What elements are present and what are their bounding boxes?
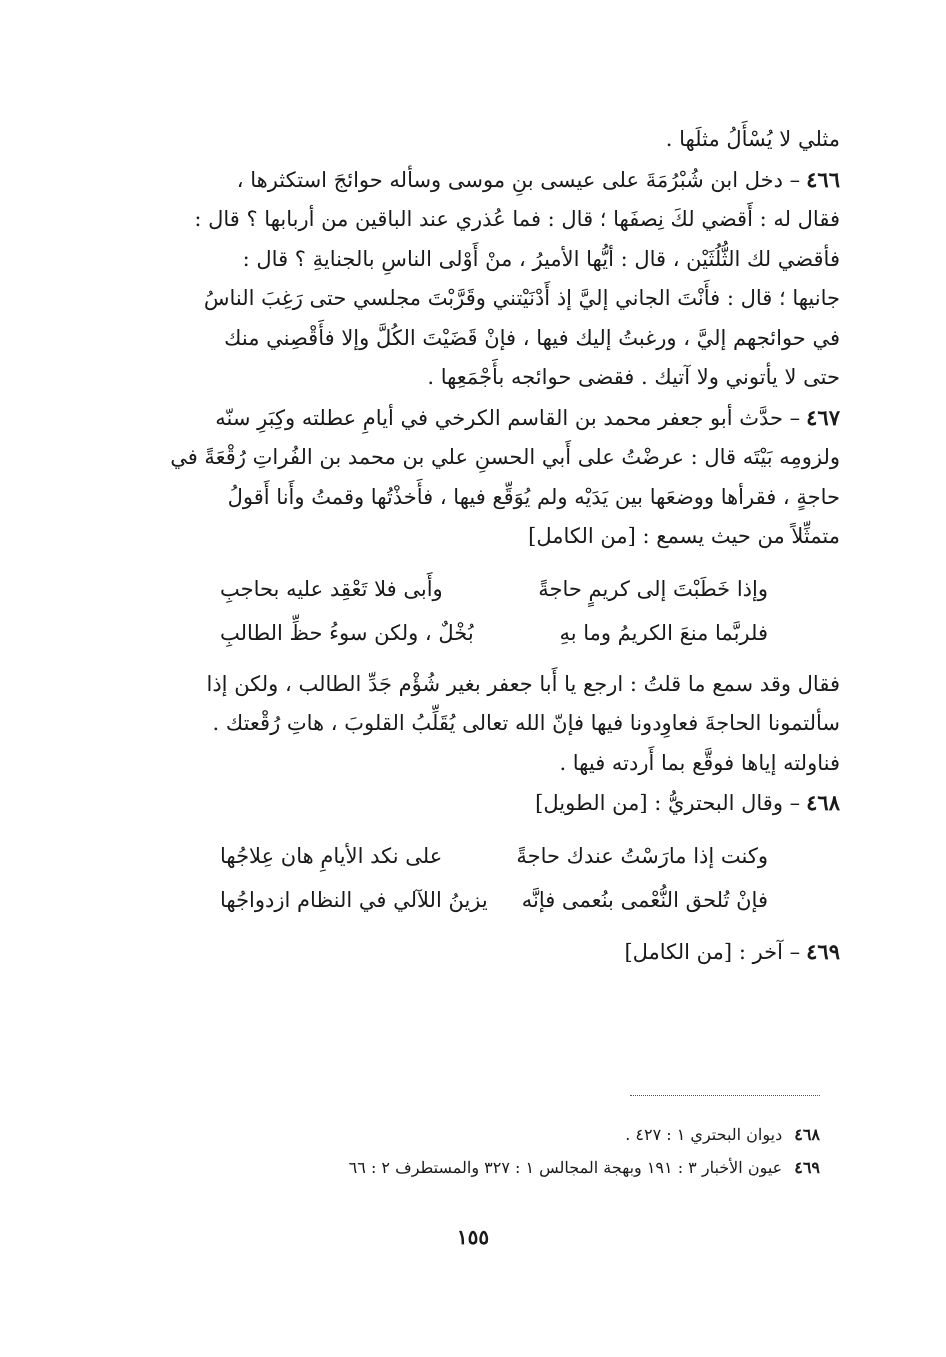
footnote-number: ٤٦٩ <box>794 1158 820 1177</box>
verse-second-hemistich: بُخْلٌ ، ولكن سوءُ حظِّ الطالبِ <box>220 620 474 645</box>
footnote-number: ٤٦٨ <box>794 1125 820 1144</box>
footnote-text: عيون الأخبار ٣ : ١٩١ وبهجة المجالس ١ : ٣٢٧ والمستطرف ٢ : ٦٦ <box>348 1158 783 1177</box>
verse-first-hemistich: فإنْ تُلحق النُّعْمى بنُعمى فإنَّه <box>521 887 768 912</box>
verse-first-hemistich: فلربَّما منعَ الكريمُ وما بهِ <box>559 620 768 645</box>
entry-466-line-2: فقال له : أَقضي لكَ نِصفَها ؛ قال : فما عُذري عند الباقين من أربابها ؟ قال : <box>194 207 840 231</box>
entry-467-text-4: متمثِّلاً من حيث يسمع : <box>642 524 840 548</box>
entry-467-text-1: – حدَّث أبو جعفر محمد بن القاسم الكرخي في أيامِ عطلته وكِبَرِ سنّه <box>215 405 801 430</box>
verse-line <box>150 834 840 878</box>
entry-467-after-2: سألتمونا الحاجةَ فعاوِدونا فيها فإنّ الله تعالى يُقَلِّبُ القلوبَ ، هاتِ رُقْعتك . <box>212 711 840 735</box>
footnote-item <box>260 1118 820 1151</box>
entry-468-line-1 <box>150 783 840 824</box>
entry-469 <box>150 932 840 973</box>
entry-468-meter: [من الطويل] <box>535 791 648 815</box>
entry-467-line-3: حاجةٍ ، فقرأها ووضعَها بين يَدَيْه ولم يُوَقِّع فيها ، فأَخذْتُها وقمتُ وأَنا أَقولُ <box>227 484 840 509</box>
verse-first-hemistich: وإذا خَطَبْتَ إلى كريمٍ حاجةً <box>538 576 768 601</box>
footnote-divider <box>630 1095 820 1096</box>
entry-466-text-1: – دخل ابن شُبْرُمَةَ على عيسى بنِ موسى وسأله حوائجَ استكثرها ، <box>236 167 801 192</box>
entry-468-intro: – وقال البحتريُّ : <box>654 791 801 815</box>
entry-467-after-3: فناولته إياها فوقَّع بما أَردته فيها . <box>559 750 840 775</box>
verse-second-hemistich: على نكد الأيامِ هان عِلاجُها <box>220 843 443 868</box>
entry-468-number: ٤٦٨ <box>806 790 840 815</box>
verse-line <box>150 878 840 922</box>
verse-line <box>150 567 840 611</box>
entry-468 <box>150 783 840 922</box>
entry-467-line-2: ولزومِه بَيْتَه قال : عرضْتُ على أَبي الحسنِ علي بن محمد بن الفُراتِ رُقْعَةً في <box>170 445 840 469</box>
entry-468-verses <box>150 834 840 922</box>
entry-466-line-1 <box>150 160 840 201</box>
entry-469-line-1 <box>150 932 840 973</box>
footnote-item <box>260 1151 820 1184</box>
entry-467-line-4 <box>150 517 840 557</box>
verse-second-hemistich: يزينُ اللآلي في النظام ازدواجُها <box>220 887 488 912</box>
entry-469-intro: – آخر : <box>738 939 801 964</box>
entry-467-number: ٤٦٧ <box>806 404 840 430</box>
page-number: ١٥٥ <box>456 1225 490 1249</box>
opening-line: مثلي لا يُسْأَلُ مثلَها . <box>665 127 840 151</box>
entry-467-meter: [من الكامل] <box>528 524 636 548</box>
entry-467-after-1: فقال وقد سمع ما قلتُ : ارجع يا أَبا جعفر بغير شُؤْم جَدِّ الطالب ، ولكن إذا <box>206 671 840 696</box>
entry-466 <box>150 160 840 398</box>
verse-line <box>150 611 840 655</box>
entry-466-line-6: حتى لا يأتوني ولا آتيك . فقضى حوائجه بأَجْمَعِها . <box>427 365 840 389</box>
entry-466-line-3: فأقضي لك الثُّلُثَيْن ، قال : أيُّها الأميرُ ، منْ أَوْلى الناسِ بالجنايةِ ؟ قال : <box>242 246 840 271</box>
verse-first-hemistich: وكنت إذا مارَسْتُ عندك حاجةً <box>516 843 768 868</box>
footnote-text: ديوان البحتري ١ : ٤٢٧ . <box>625 1125 783 1144</box>
entry-469-number: ٤٦٩ <box>806 938 840 964</box>
page-body <box>150 120 840 972</box>
footnotes <box>260 1118 820 1184</box>
entry-467 <box>150 398 840 784</box>
entry-467-line-1 <box>150 398 840 439</box>
verse-second-hemistich: وأَبى فلا تَعْقِد عليه بحاجبِ <box>220 576 443 601</box>
entry-466-line-4: جانيها ؛ قال : فأَنْتَ الجاني إليَّ إذ أَدْنَيْتني وقَرَّبْتَ مجلسي حتى رَغِبَ الناسُ <box>203 286 840 310</box>
entry-467-verses <box>150 567 840 655</box>
entry-466-line-5: في حوائجهم إليَّ ، ورغبتُ إليك فيها ، فإنْ قَضَيْتَ الكُلَّ وإلا فأَقْصِني منك <box>224 325 840 350</box>
entry-466-number: ٤٦٦ <box>806 166 840 192</box>
entry-469-meter: [من الكامل] <box>624 939 733 964</box>
